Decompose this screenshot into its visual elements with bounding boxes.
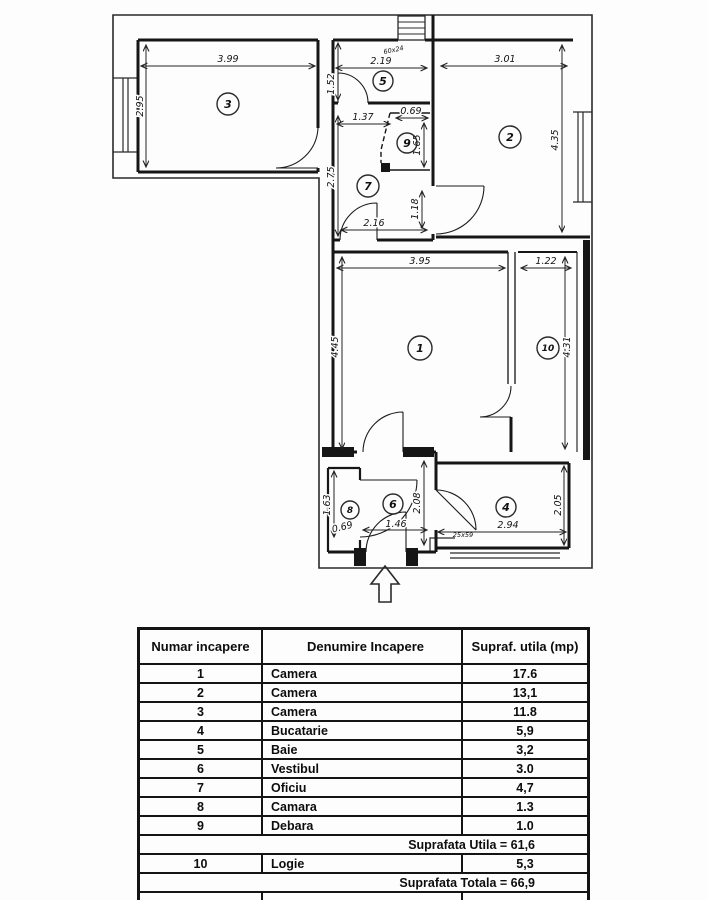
dim-room5-width: 2.19: [370, 56, 392, 67]
table-row: [139, 854, 589, 873]
room-area: 4,7: [462, 778, 589, 797]
room-name: Baie: [262, 740, 462, 759]
table-row: [139, 740, 589, 759]
room-area: 5,9: [462, 721, 589, 740]
total-row: [139, 873, 589, 892]
room-number: 2: [139, 683, 263, 702]
room-name: Camera: [262, 683, 462, 702]
dim-room9-height: 1.65: [412, 134, 423, 156]
loggia-rail: [577, 240, 590, 460]
dim-room5-height: 1.52: [326, 73, 337, 95]
dimension-labels: [135, 44, 573, 539]
svg-text:8: 8: [346, 506, 354, 516]
room-name: Logie: [262, 854, 462, 873]
room-number: 4: [139, 721, 263, 740]
room-area: 5,3: [462, 854, 589, 873]
dim-room9-width: 0.69: [400, 106, 422, 117]
dim-room3-width: 3.99: [217, 54, 239, 65]
dim-room1-width: 3.95: [409, 256, 431, 267]
dim-room7-height: 2.75: [326, 166, 337, 188]
svg-text:1: 1: [416, 342, 424, 355]
door-entry: [366, 512, 406, 552]
room-area: 1.3: [462, 797, 589, 816]
room-area: 11.8: [462, 702, 589, 721]
table-row: [139, 759, 589, 778]
svg-text:6: 6: [389, 498, 397, 511]
room-name: Camara: [262, 797, 462, 816]
dim-room8-height: 1.63: [322, 494, 333, 516]
dim-room2-width: 3.01: [494, 54, 516, 65]
doors: [276, 73, 511, 552]
room-name: Vestibul: [262, 759, 462, 778]
table-row: [139, 797, 589, 816]
room-3-bubble: [217, 93, 239, 115]
room-name: Oficiu: [262, 778, 462, 797]
table-header-row: [139, 629, 589, 665]
room-7-bubble: [357, 175, 379, 197]
room-5-bubble: [373, 71, 393, 91]
svg-text:3: 3: [224, 98, 232, 111]
table-row: [139, 683, 589, 702]
col-header-area: Supraf. utila (mp): [462, 629, 589, 665]
table-row: [139, 721, 589, 740]
svg-text:5: 5: [379, 75, 387, 88]
svg-text:7: 7: [364, 180, 372, 193]
room-number: 7: [139, 778, 263, 797]
col-header-name: Denumire Incapere: [262, 629, 462, 665]
room-area: 17.6: [462, 664, 589, 683]
col-header-number: Numar incapere: [139, 629, 263, 665]
room-8-bubble: [341, 501, 359, 519]
dim-passage: 1.18: [410, 198, 421, 220]
room-number: 1: [139, 664, 263, 683]
svg-text:4: 4: [502, 501, 510, 514]
room-area: 3.0: [462, 759, 589, 778]
dim-room10-height: 4.31: [562, 336, 573, 358]
door-room1-vestibul: [363, 412, 403, 452]
table-row: [139, 778, 589, 797]
exterior-walls: [113, 15, 592, 568]
room-area: 1.0: [462, 816, 589, 835]
dim-room3-height: 2.95: [135, 95, 146, 117]
table-row: [139, 702, 589, 721]
room-name: Bucatarie: [262, 721, 462, 740]
dim-room4-height: 2.05: [553, 494, 564, 516]
room-name: Camera: [262, 702, 462, 721]
room-6-bubble: [383, 494, 403, 514]
room-name: Camera: [262, 664, 462, 683]
total-label: Suprafata Totala = 66,9: [139, 873, 589, 892]
svg-text:10: 10: [541, 344, 555, 354]
dim-room8-width: 0.69: [330, 519, 354, 536]
door-room2: [436, 186, 484, 234]
room-number: 9: [139, 816, 263, 835]
room-2-bubble: [499, 126, 521, 148]
dim-room6-width: 1.46: [385, 519, 407, 530]
room-number: 3: [139, 702, 263, 721]
vent-shaft: [398, 16, 425, 40]
interior-walls: [138, 15, 590, 566]
dim-room7-width: 2.16: [363, 218, 385, 229]
door-kitchen: [436, 490, 476, 530]
room-number: 8: [139, 797, 263, 816]
room-area: 3,2: [462, 740, 589, 759]
table-row: [139, 664, 589, 683]
kitchen-window-label: 25x59: [452, 531, 474, 539]
subtotal-label: Suprafata Utila = 61,6: [139, 835, 589, 854]
room-number: 6: [139, 759, 263, 778]
room-name: Debara: [262, 816, 462, 835]
door-room3: [276, 128, 318, 168]
room-area: 13,1: [462, 683, 589, 702]
partial-row: [139, 892, 589, 900]
door-room5: [338, 73, 368, 103]
dim-room1-height: 4.45: [330, 336, 341, 358]
dim-room4-width: 2.94: [497, 520, 519, 531]
room-1-bubble: [408, 336, 432, 360]
dim-room10-width: 1.22: [535, 256, 557, 267]
table-row: [139, 816, 589, 835]
subtotal-row: [139, 835, 589, 854]
door-loggia: [480, 386, 511, 417]
vent-size-label: 60x24: [382, 44, 405, 57]
area-table: [137, 627, 590, 900]
svg-text:2: 2: [506, 131, 514, 144]
window-room2: [573, 112, 592, 202]
dim-hall-top: 1.37: [352, 112, 374, 123]
room-number: 10: [139, 854, 263, 873]
room-10-bubble: [537, 337, 559, 359]
room-number: 5: [139, 740, 263, 759]
svg-text:9: 9: [403, 137, 411, 150]
dim-room6-height: 2.08: [412, 492, 423, 514]
dim-room2-height: 4.35: [550, 129, 561, 151]
entry-arrow: [371, 566, 399, 602]
room-4-bubble: [496, 497, 516, 517]
